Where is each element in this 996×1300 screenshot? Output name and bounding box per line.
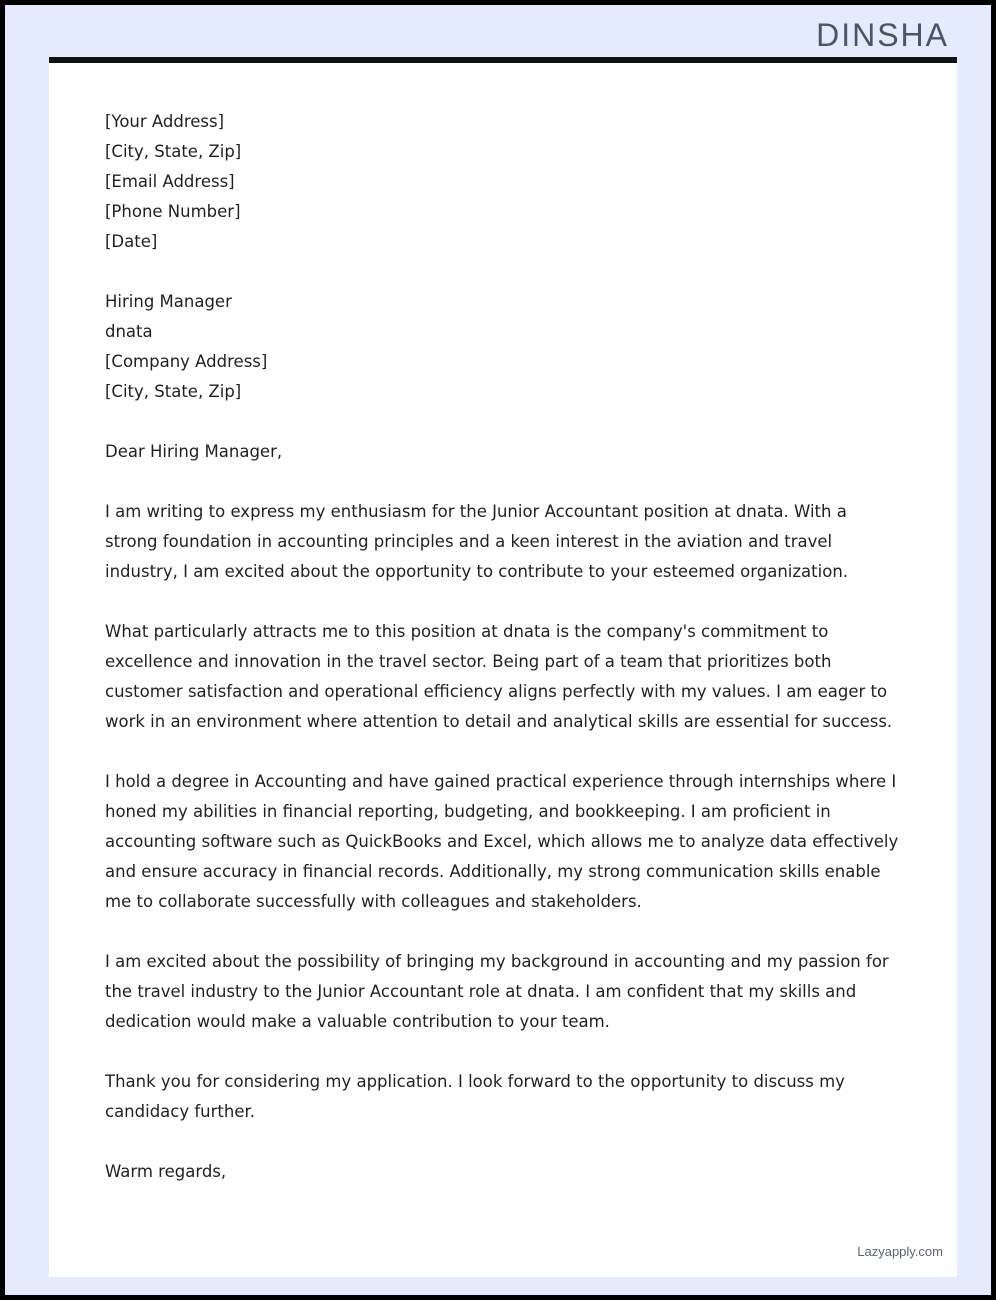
body-paragraph: Thank you for considering my application. I look forward to the opportunity to discuss my candidacy further. [105,1072,845,1121]
body-paragraph: What particularly attracts me to this position at dnata is the company's commitment to excellence and innovation in the travel sector. Being part of a team that prioritizes both customer satisfaction and operational efficiency aligns perfectly with my values. I am eager to work in an environment where attention to detail and analytical skills are essential for success. [105,622,893,731]
recipient-address-line: Hiring Manager [105,292,232,311]
sender-address-line: [City, State, Zip] [105,142,242,161]
closing: Warm regards, [105,1162,227,1181]
sender-address-line: [Date] [105,232,158,251]
body-paragraph: I am excited about the possibility of bringing my background in accounting and my passion for the travel industry to the Junior Accountant role at dnata. I am confident that my skills and dedication would make a valuable contribution to your team. [105,952,889,1031]
recipient-address-line: [Company Address] [105,352,268,371]
letter-document [49,57,957,1277]
sender-address-line: [Phone Number] [105,202,241,221]
watermark-label: Lazyapply.com [857,1244,943,1259]
recipient-address-line: dnata [105,322,153,341]
body-paragraph: I hold a degree in Accounting and have gained practical experience through internships where I honed my abilities in financial reporting, budgeting, and bookkeeping. I am proficient in accounting software such as QuickBooks and Excel, which allows me to analyze data effectively and ensure accuracy in financial records. Additionally, my strong communication skills enable me to collaborate successfully with colleagues and stakeholders. [105,772,899,911]
spacer [105,257,901,287]
salutation: Dear Hiring Manager, [105,442,283,461]
sender-address-block [105,107,901,257]
sender-address-line: [Email Address] [105,172,235,191]
sender-address-line: [Your Address] [105,112,225,131]
recipient-address-line: [City, State, Zip] [105,382,242,401]
brand-title: DINSHA [816,17,949,53]
recipient-address-block [105,287,901,407]
body-paragraph: I am writing to express my enthusiasm for the Junior Accountant position at dnata. With a strong foundation in accounting principles and a keen interest in the aviation and travel industry, I am excited about the opportunity to contribute to your esteemed organization. [105,502,849,581]
spacer [105,407,901,437]
